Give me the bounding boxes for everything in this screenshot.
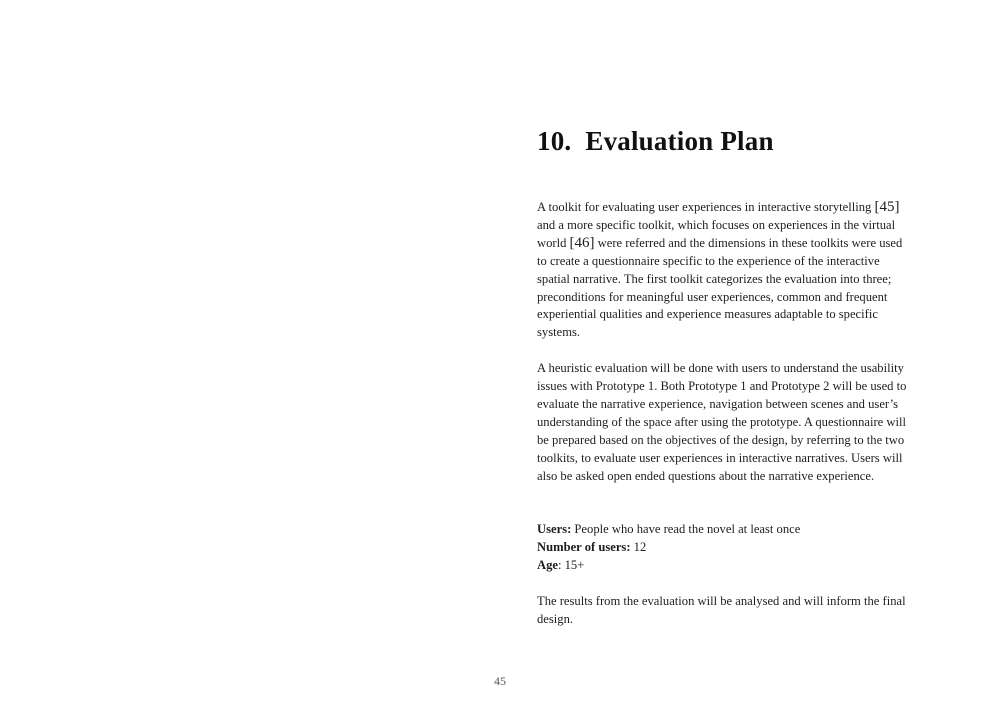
paragraph-toolkits (537, 199, 937, 342)
body-text (537, 199, 937, 629)
paragraph-heuristic-evaluation (537, 360, 937, 485)
text-line: also be asked open ended questions about the narrative experience. (537, 468, 875, 483)
text-line (537, 235, 937, 253)
citation-45: [45] (874, 199, 900, 215)
text-line: issues with Prototype 1. Both Prototype 1 and Prototype 2 will be used to (537, 379, 907, 394)
text-line: design. (537, 611, 574, 626)
paragraph-results (537, 593, 937, 629)
text-segment: A toolkit for evaluating user experiences in interactive storytelling (537, 200, 875, 214)
text-line: preconditions for meaningful user experiences, common and frequent (537, 289, 888, 304)
age-row (537, 557, 937, 575)
section-heading (537, 126, 774, 157)
text-line: to create a questionnaire specific to the experience of the interactive (537, 253, 880, 268)
text-line: A heuristic evaluation will be done with users to understand the usability (537, 361, 904, 376)
users-label: Users: (537, 522, 572, 537)
number-of-users-value: 12 (630, 540, 647, 555)
text-line: The results from the evaluation will be analysed and will inform the final (537, 593, 906, 608)
text-line: understanding of the space after using the prototype. A questionnaire will (537, 414, 906, 429)
text-line: and a more specific toolkit, which focuses on experiences in the virtual (537, 217, 896, 232)
users-value: People who have read the novel at least once (571, 522, 801, 537)
text-line: evaluate the narrative experience, navigation between scenes and user’s (537, 396, 898, 411)
number-of-users-row (537, 539, 937, 557)
users-row (537, 521, 937, 539)
section-number: 10. (537, 126, 572, 156)
text-line: experiential qualities and experience measures adaptable to specific (537, 307, 878, 322)
text-line: be prepared based on the objectives of the design, by referring to the two (537, 432, 905, 447)
citation-46: [46] (569, 234, 595, 251)
text-segment: were referred and the dimensions in these toolkits were used (594, 235, 903, 250)
number-of-users-label: Number of users: (537, 540, 631, 555)
text-segment: world (537, 235, 570, 250)
text-line: toolkits, to evaluate user experiences in interactive narratives. Users will (537, 450, 903, 465)
age-label: Age (537, 558, 558, 573)
section-title: Evaluation Plan (585, 126, 774, 156)
text-line: systems. (537, 325, 581, 340)
text-line: spatial narrative. The first toolkit categorizes the evaluation into three; (537, 271, 892, 286)
page-number: 45 (494, 674, 506, 688)
text-line (537, 199, 937, 217)
participant-details (537, 521, 937, 575)
age-value: : 15+ (557, 558, 585, 573)
